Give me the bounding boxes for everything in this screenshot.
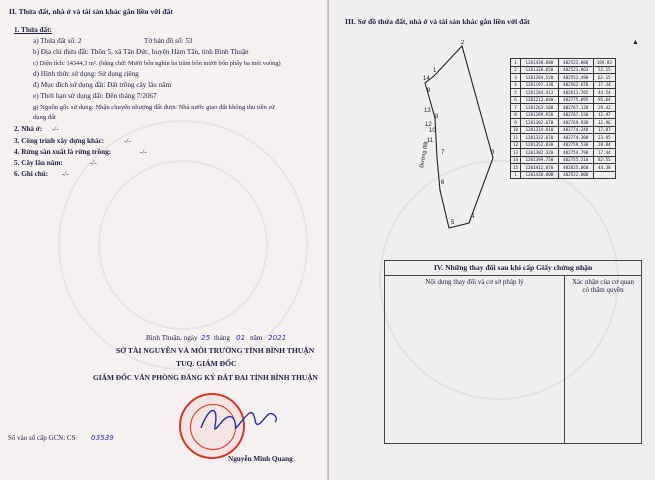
plot-point-label: 1	[433, 68, 437, 74]
coordinate-cell: 12.96	[593, 119, 615, 127]
usage-term: e) Thời hạn sử dụng đất: Đến tháng 7/2067	[33, 92, 157, 100]
coordinate-cell: 402769.930	[558, 119, 593, 127]
north-arrow-icon: ▲	[632, 38, 639, 46]
coordinate-cell: 1201184.413	[520, 89, 558, 97]
coordinate-cell: 1201302.670	[520, 119, 558, 127]
coordinate-cell: 3	[511, 74, 521, 82]
plot-point-label: 3	[491, 150, 495, 156]
plot-sketch	[405, 40, 505, 240]
coordinate-cell	[593, 171, 615, 179]
plot-point-label: 14	[423, 76, 430, 82]
issue-month: 01	[236, 333, 246, 342]
issue-month-label: tháng	[214, 334, 230, 342]
usage-purpose: đ) Mục đích sử dụng đất: Đất trồng cây lâu năm	[33, 81, 172, 89]
coordinate-row	[511, 171, 616, 179]
coordinate-cell: 402825.860	[558, 164, 593, 172]
notes-label: 6. Ghi chú:	[14, 170, 49, 178]
issuing-authority: SỞ TÀI NGUYÊN VÀ MÔI TRƯỜNG TỈNH BÌNH THUẬN	[116, 346, 315, 355]
coordinate-cell: 1	[511, 59, 521, 67]
issue-day: 25	[201, 333, 211, 342]
perennial-trees-value: -/-	[90, 159, 97, 167]
usage-origin-cont: dụng đất	[33, 114, 56, 121]
coordinate-cell: 1201438.000	[520, 171, 558, 179]
coordinate-row	[511, 156, 616, 164]
coordinate-cell: 402767.530	[558, 111, 593, 119]
coordinate-cell: 1	[511, 171, 521, 179]
coordinate-cell: 11	[511, 134, 521, 142]
coordinate-row	[511, 111, 616, 119]
coordinate-cell: 44.54	[593, 89, 615, 97]
coordinate-cell: 402754.790	[558, 149, 593, 157]
coordinate-cell: 95.64	[593, 96, 615, 104]
coordinate-cell: 12.97	[593, 111, 615, 119]
coordinate-cell: 1201213.040	[520, 96, 558, 104]
coordinate-cell: 10	[511, 126, 521, 134]
coordinate-cell: 402775.095	[558, 96, 593, 104]
plot-point-label: 12	[425, 122, 432, 128]
coordinate-cell: 402767.120	[558, 104, 593, 112]
issue-year-label: năm	[250, 334, 263, 342]
coordinate-row	[511, 134, 616, 142]
coordinate-row	[511, 164, 616, 172]
registry-number: 03539	[91, 433, 114, 442]
plantation-forest-value: -/-	[140, 148, 147, 156]
coordinate-cell: 1201328.050	[520, 66, 558, 74]
changes-title: IV. Những thay đổi sau khi cấp Giấy chứng nhận	[385, 261, 642, 276]
coordinate-cell: 1201352.830	[520, 141, 558, 149]
house-label: 2. Nhà ở:	[14, 125, 43, 133]
coordinate-cell: 402774.300	[558, 134, 593, 142]
coordinate-row	[511, 59, 616, 67]
coordinate-cell: 1201197.330	[520, 81, 558, 89]
coordinate-cell: 15	[511, 164, 521, 172]
map-sheet-number: Tờ bản đồ số: 53	[144, 37, 193, 45]
notes-value: -/-	[62, 170, 69, 178]
coordinate-cell: 1201284.520	[520, 74, 558, 82]
coordinate-cell: 402522.000	[558, 59, 593, 67]
coordinate-cell: 17.87	[593, 126, 615, 134]
coordinate-cell: 7	[511, 104, 521, 112]
sketch-heading: III. Sơ đồ thửa đất, nhà ở và tài sản khác gắn liền với đất	[345, 17, 530, 26]
coordinate-cell: 402755.310	[558, 156, 593, 164]
plot-point-label: 11	[427, 138, 434, 144]
coordinate-table	[510, 58, 616, 179]
plot-point-label: 7	[441, 150, 445, 156]
coordinate-cell: 12	[511, 141, 521, 149]
signature-mark	[195, 398, 305, 450]
plot-point-label: 10	[429, 128, 436, 134]
issue-year: 2021	[268, 333, 287, 342]
director-title: GIÁM ĐỐC VĂN PHÒNG ĐĂNG KÝ ĐẤT ĐAI TỈNH BÌNH THUẬN	[93, 373, 318, 382]
plot-point-label: 2	[461, 40, 465, 46]
coordinate-cell: 189.83	[593, 59, 615, 67]
perennial-trees-label: 5. Cây lâu năm:	[14, 159, 63, 167]
changes-col-content: Nội dung thay đổi và cơ sở pháp lý	[385, 276, 565, 444]
signer-name: Nguyễn Minh Quang	[228, 455, 293, 463]
coordinate-cell: 14	[511, 156, 521, 164]
coordinate-cell: 17.44	[593, 149, 615, 157]
on-behalf-title: TUQ. GIÁM ĐỐC	[176, 359, 237, 368]
coordinate-row	[511, 81, 616, 89]
issue-date-prefix: Bình Thuận, ngày	[146, 334, 198, 342]
plot-point-label: 6	[441, 180, 445, 186]
coordinate-row	[511, 141, 616, 149]
coordinate-cell: 29.42	[593, 104, 615, 112]
watermark-ring	[98, 160, 268, 330]
house-value: -/-	[52, 125, 59, 133]
coordinate-cell: 2	[511, 66, 521, 74]
coordinate-cell: 402611.705	[558, 89, 593, 97]
lot-address: b) Địa chỉ thửa đất: Thôn 5, xã Tân Đức, huyện Hàm Tân, tỉnh Bình Thuận	[33, 48, 249, 56]
coordinate-cell: 1201411.870	[520, 164, 558, 172]
coordinate-cell: 1201438.000	[520, 59, 558, 67]
coordinate-cell: 1201332.670	[520, 134, 558, 142]
plot-point-label: 5	[451, 220, 455, 226]
coordinate-cell: 6	[511, 96, 521, 104]
coordinate-row	[511, 149, 616, 157]
coordinate-cell: 44.38	[593, 164, 615, 172]
other-construction-label: 3. Công trình xây dựng khác:	[14, 137, 105, 145]
coordinate-cell: 5	[511, 89, 521, 97]
coordinate-cell: 4	[511, 81, 521, 89]
registry-number-label: Số vào sổ cấp GCN: CS	[8, 434, 76, 442]
lot-number: a) Thửa đất số: 2	[33, 37, 82, 45]
coordinate-cell: 1201289.920	[520, 111, 558, 119]
section-heading: II. Thửa đất, nhà ở và tài sản khác gắn liền với đất	[9, 7, 173, 16]
coordinate-cell: 402552.490	[558, 74, 593, 82]
coordinate-cell: 28.84	[593, 141, 615, 149]
coordinate-cell: 52.15	[593, 66, 615, 74]
coordinate-row	[511, 74, 616, 82]
coordinate-cell: 402774.240	[558, 126, 593, 134]
lot-section-title: 1. Thửa đất:	[14, 26, 52, 34]
plantation-forest-label: 4. Rừng sản xuất là rừng trồng:	[14, 148, 112, 156]
other-construction-value: -/-	[124, 137, 131, 145]
coordinate-row	[511, 119, 616, 127]
coordinate-cell: 1201382.320	[520, 149, 558, 157]
coordinate-cell: 23.95	[593, 134, 615, 142]
coordinate-cell: 62.15	[593, 74, 615, 82]
changes-col-confirm: Xác nhận của cơ quan có thẩm quyền	[565, 276, 642, 444]
coordinate-row	[511, 96, 616, 104]
coordinate-cell: 9	[511, 119, 521, 127]
usage-form: d) Hình thức sử dụng: Sử dụng riêng	[33, 70, 139, 78]
plot-point-label: 4	[471, 214, 475, 220]
road-label: Đường đất	[419, 141, 430, 169]
usage-origin: g) Nguồn gốc sử dụng: Nhận chuyển nhượng đất được Nhà nước giao đất không thu tiền sử	[33, 104, 275, 111]
coordinate-row	[511, 66, 616, 74]
coordinate-cell: 1201263.100	[520, 104, 558, 112]
changes-table	[384, 260, 642, 444]
coordinate-cell: 17.34	[593, 81, 615, 89]
plot-point-label: 8	[435, 114, 439, 120]
plot-point-label: 9	[427, 88, 431, 94]
coordinate-cell: 402523.863	[558, 66, 593, 74]
coordinate-cell: 1201314.810	[520, 126, 558, 134]
coordinate-cell: 1201399.750	[520, 156, 558, 164]
coordinate-row	[511, 126, 616, 134]
coordinate-row	[511, 89, 616, 97]
coordinate-cell: 13	[511, 149, 521, 157]
plot-point-label: 13	[424, 108, 431, 114]
lot-area: c) Diện tích: 14344,3 m². (bằng chữ: Mười bốn nghìn ba trăm bốn mươi bốn phẩy ba mét vuông)	[33, 60, 281, 67]
coordinate-cell: 402562.670	[558, 81, 593, 89]
coordinate-cell: 402759.530	[558, 141, 593, 149]
coordinate-row	[511, 104, 616, 112]
coordinate-cell: 402522.000	[558, 171, 593, 179]
coordinate-cell: 8	[511, 111, 521, 119]
coordinate-cell: 82.55	[593, 156, 615, 164]
